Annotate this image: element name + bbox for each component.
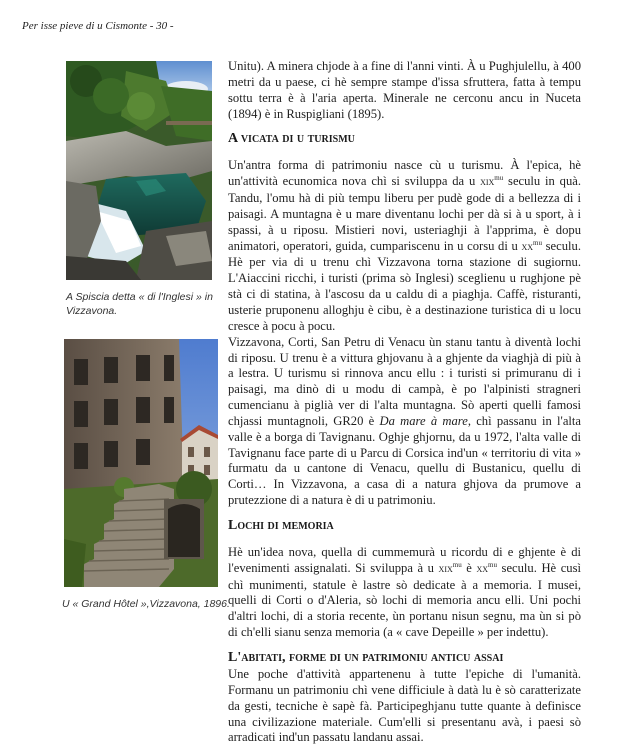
paragraph-memoria: Hè un'idea nova, quella di cummemurà u ricordu di e ghjente è di l'evenimenti assignalati. Si sviluppa à u xix$^{mu}$ è $xx^{mu}$ seculu. Hè cusì chì munimenti, statule è lastre sò dedicate à a memoria. I musei, quelli di Corti o d'Aleria, sò lochi di memoria ancu elli. Uni pochi d'altri lochi, di a storia recente, ùn portanu nisun segnu, ma ùn si pò di ch'elli sianu senza memoria (a « cave Depeille » per indettu).: [228, 544, 581, 640]
waterfall-image: [66, 61, 212, 280]
heading-abitati: L'abitati, forme di un patrimoniu anticu assai: [228, 650, 504, 665]
paragraph-turismu-1: Un'antra forma di patrimoniu nasce cù u turismu. À l'epica, hè un'attività ecunomica nova chì si sviluppa da u xix$^{mu}$ seculu in quà. Tandu, l'omu hà di più tempu liberu per pudè gode di a bellezza di i paisagi. A muntagna è u mare diventanu lochi per dà si à u sport, à i spassi, à u riposu. Mistieri novi, usteriaghji à l'apprima, è dopu animatori, operatori, guida, cumpariscenu in u corsu di u $xx^{mu}$ seculu. Hè per via di u trenu chì Vizzavona torna stazione di sugiornu. L'Aiaccini ricchi, i turisti (prima sò Inglesi) sceglienu u rughjone pè stà ci di statina, à l'ascosu da u caldu di a piaghja. Caffè, risturanti, usterie pruponenu alloghju è cibu, è a destinazione turistica di u locu cresce à pocu à pocu.: [228, 158, 581, 333]
heading-memoria: Lochi di memoria: [228, 517, 334, 533]
grand-hotel-photo: [64, 339, 218, 587]
grand-hotel-image: [64, 339, 218, 587]
waterfall-photo: [66, 61, 212, 280]
main-text-column: [228, 59, 581, 746]
paragraph-abitati: Une poche d'attività appartenenu à tutte l'epiche di l'umanità. Formanu un patrimoniu chì vene difficiule à datà lu è sò caratterizate da gesti, tecniche è sapè fà. Participeghjanu tutte quante à definisce una civilizazione materiale. Cum'elli si presentanu avà, i paesi sò arradicati ind'un passatu landanu assai.: [228, 667, 581, 745]
waterfall-caption: A Spiscia detta « di l'Inglesi » in Vizzavona.: [66, 291, 213, 317]
running-header: Per isse pieve di u Cismonte - 30 -: [22, 20, 174, 32]
paragraph-turismu-2: Vizzavona, Corti, San Petru di Venacu ùn stanu tantu à diventà lochi di riposu. U trenu è a vittura ghjovanu à a ghjente da viaghjà di più à a lestra. U turismu si rinnova ancu ellu : i turisti si primuranu di i paisagi, ma dinò di u modu di campà, è po l'alpinisti stragneri cumencianu à piglià ver di l'alta muntagna. Sò aperti quelli famosi chjassi muntagnoli, GR20 è Da mare à mare, chì passanu in l'alta valle è a borga di Tavignanu. Oghje ghjornu, da u 1972, l'alta valle di Tavignanu face parte di u Parcu di Corsica ind'un « territoriu di vita » furmatu da u cantone di Venacu, quellu di Bustanicu, quellu di Corti… In Vizzavona, a casa di a natura ghjova da prumove a prutezzione di a natura è di u patrimoniu.: [228, 334, 581, 508]
intro-paragraph: Unitu). A minera chjode à a fine di l'anni vinti. À u Pughjulellu, à 400 metri da u paese, ci hè sempre stampe d'issa sfruttera, fatta à tempu sottu terra è à l'aria aperta. Minerale ne cerconu ancu in Nuceta (1894) è in Ruspigliani (1895).: [228, 59, 581, 121]
grand-hotel-caption: U « Grand Hôtel »,Vizzavona, 1896.: [62, 598, 230, 610]
heading-turismu: A vicata di u turismu: [228, 131, 355, 147]
